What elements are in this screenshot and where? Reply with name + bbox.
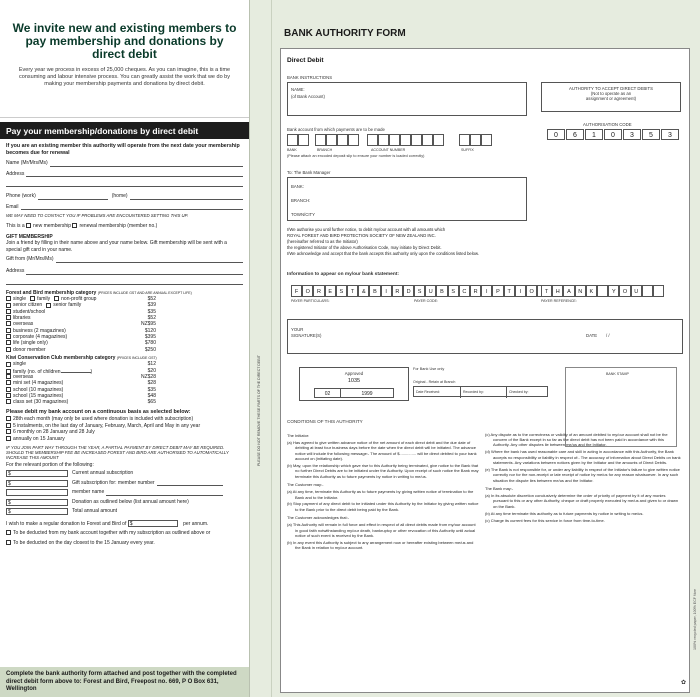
category-checkbox[interactable] bbox=[6, 334, 11, 339]
fb-category-item: business (2 magazines) $120 bbox=[6, 328, 156, 334]
statement-char-box[interactable]: B bbox=[369, 285, 380, 297]
recycled-note: 100% recycled paper, 100% ECF fibre bbox=[693, 589, 697, 650]
price: $120 bbox=[144, 327, 156, 334]
section-title: Direct Debit bbox=[287, 57, 324, 64]
bank-instructions-label: BANK INSTRUCTIONS bbox=[287, 75, 333, 80]
price: $20 bbox=[147, 367, 156, 374]
amount-input[interactable]: $ bbox=[6, 499, 68, 506]
condition-text: (e) The Bank is not responsible for, or under any liability in respect of the Initiator's failure to give written notice correctly nor for the non-receipt or late receipt of notice by me/us for any reason whatsoever. In any such situation the dispute lies between me/us and the Initiator. bbox=[485, 466, 680, 483]
auth-code-digit: 0 bbox=[604, 129, 622, 140]
deduct-option: To be deducted from my bank account together with my subscription as outlined above or bbox=[6, 530, 243, 537]
price: $28 bbox=[147, 380, 156, 387]
condition-text: (c) Any dispute as to the correctness or validity of an amount debited to my/our account shall not be the concern of the Bank except in so far as the direct debit has not been paid in accordance with this Authority. Any other disputes lie between me/us and the Initiator. bbox=[485, 431, 668, 448]
account-digit-box[interactable] bbox=[411, 134, 422, 146]
auth-code-digit: 6 bbox=[566, 129, 584, 140]
statement-char-box[interactable]: H bbox=[552, 285, 563, 297]
continuous-option: 5 instalments, on the last day of January, February, March, April and May in any year bbox=[6, 423, 243, 430]
deduct-options bbox=[6, 530, 243, 546]
amount-row: $ Donation as outlined below (list annual amount here) bbox=[8, 498, 189, 506]
renewal-checkbox[interactable] bbox=[72, 223, 77, 228]
auth-code-label: AUTHORISATION CODE bbox=[583, 122, 632, 127]
amount-input[interactable]: $ bbox=[6, 480, 68, 487]
fb-category-item: corporate (4 magazines) $395 bbox=[6, 334, 156, 340]
auth-code-digit: 5 bbox=[642, 129, 660, 140]
statement-char-box[interactable]: S bbox=[336, 285, 347, 297]
kcc-category-item: class set (30 magazines) $65 bbox=[6, 399, 156, 405]
amount-input[interactable]: $ bbox=[6, 508, 68, 515]
account-digit-box[interactable] bbox=[315, 134, 326, 146]
category-checkbox[interactable] bbox=[6, 303, 11, 308]
authority-box: AUTHORITY TO ACCEPT DIRECT DEBITS (Not to operate as an assignment or agreement) bbox=[541, 82, 681, 112]
date-label: DATE bbox=[586, 333, 598, 338]
account-digit-box[interactable] bbox=[298, 134, 309, 146]
statement-char-box[interactable] bbox=[642, 285, 653, 297]
category-checkbox[interactable] bbox=[6, 393, 11, 398]
price: $35 bbox=[147, 386, 156, 393]
statement-char-box[interactable]: I bbox=[381, 285, 392, 297]
direct-debit-card: Direct Debit BANK INSTRUCTIONS NAME: (of Bank Account) AUTHORITY TO ACCEPT DIRECT DEBITS (Not to operate as an assignment or agreement) AUTHORISATION CODE Bank account from which payments are to be made BANK BRANCH ACCOUNT NUMBER SUFFIX (Please attach an encoded deposit slip to ensure your number is loaded correctly) To: The Bank Manager BANK: BRANCH: TOWN/CITY I/We authorise you until further notice, to debit my/our account with all amounts which ROYAL FOREST AND BIRD PROTECTION SOCIETY OF NEW ZEALAND INC. (hereinafter referred to as the Initiator) the registered Initiator of the above Authorisation Code, may initiate by Direct Debit. I/We acknowledge and accept that the bank accepts this authority only upon the conditions listed below. Information to appear on my/our bank statement: PAYER PARTICULARS: PAYER CODE: PAYER REFERENCE: YOUR SIGNATURE(S) DATE / / Approved 1035 02 1999 For Bank Use only Original - Retain at Branch Date Received: Recorded by: Checked by: BANK STAMP CONDITIONS OF THIS AUTHORITY The Initiator: (a) Has agreed to give written advance notice of the net amount of each direct debit and the due date of debiting at least four business days before the date when the direct debit will be initiated. The advance notice will include the following message:- The amount of $............... will be direct debited to your bank account on (initiating date). (b) May, upon the relationship which gave rise to this Authority being terminated, give notice to the Bank that no further Direct Debits are to be initiated under the Authority. Upon receipt of such notice the Bank may terminate this Authority as to future payments by notice in writing to me/us. The Customer may:- (a) At any time, terminate this Authority as to future payments by giving written notice of termination to the Bank and to the Initiator. (b) Stop payment of any direct debit to be initiated under this Authority by the Initiator by giving written notice to the Bank prior to the direct debit being paid by the Bank. The Customer acknowledges that:- (a) This Authority will remain in full force and effect in respect of all direct debits made from my/our account in good faith notwithstanding my/our death, bankruptcy or other revocation of this Authority until actual notice of such event is received by the Bank. (b) In any event this Authority is subject to any arrangement now or hereafter existing between me/us and the Bank in relation to my/our account. (c) Any dispute as to the correctness or validity of an amount debited to my/our account shall not be the concern of the Bank except in so far as the direct debit has not been paid in accordance with this Authority. Any other disputes lie between me/us and the Initiator. (d) Where the bank has used reasonable care and skill in acting in accordance with this Authority, the Bank accepts no responsibility or liability in respect of:- The accuracy of information about Direct Debits on bank statements. Any variations between notices given by the Initiator and the amounts of Direct Debits. (e) The Bank is not responsible for, or under any liability in respect of the Initiator's failure to give written notice correctly nor for the non-receipt or late receipt of notice by me/us for any reason whatsoever. In any such situation the dispute lies between me/us and the Initiator. The Bank may:- (a) In its absolute discretion conclusively determine the order of priority of payment by it of any monies pursuant to this or any other Authority, cheque or draft properly executed by me/us and given to or drawn on the Bank. (b) At any time terminate this authority as to future payments by notice in writing to me/us. (c) Charge its current fees for this service in force from time-to-time. 100% recycled paper, 100% ECF fibre ✿ 0 6 1 0 3 5 3 F O R E S T & B I R D S U B S C R I P T I O T H A N K Y O U bbox=[280, 48, 690, 693]
fb-category-list bbox=[6, 296, 156, 353]
intro-text: Every year we process in excess of 25,000 cheques. As you can imagine, this is a time consuming and labour intensive process. You can greatly assist the work that we do by making your membership payments and donations by direct debit. bbox=[18, 67, 231, 87]
conditions-right bbox=[485, 430, 681, 523]
category-checkbox[interactable] bbox=[6, 309, 11, 314]
authorise-text: I/We authorise you until further notice, to debit my/our account with all amounts which ROYAL FOREST AND BIRD PROTECTION SOCIETY OF NEW ZEALAND INC. (hereinafter referred to as the Initiator) the registered Initiator of the above Authorisation Code, may initiate by Direct Debit. I/We acknowledge and accept that the bank accepts this authority only upon the conditions listed below. bbox=[287, 227, 479, 256]
partial-payment-warning: IF YOU JOIN PART WAY THROUGH THE YEAR, A PARTIAL PAYMENT BY DIRECT DEBIT MAY BE REQUIRED. SHOULD THE MEMBERSHIP FEE BE INCREASED FOREST AND BIRD ARE AUTHORISED TO AUTOMATICALLY INCREASE THIS AMOUNT bbox=[6, 445, 229, 461]
condition-text: (b) At any time terminate this authority as to future payments by notice in writing to me/us. bbox=[485, 510, 644, 516]
category-checkbox[interactable] bbox=[6, 296, 11, 301]
address-field[interactable]: Address bbox=[6, 171, 243, 178]
category-checkbox[interactable] bbox=[6, 340, 11, 345]
fb-category-heading: Forest and Bird membership category bbox=[6, 289, 97, 296]
bank-details-box[interactable]: BANK: BRANCH: TOWN/CITY bbox=[287, 177, 527, 221]
statement-char-box[interactable] bbox=[653, 285, 664, 297]
fb-category-item: libraries $52 bbox=[6, 315, 156, 321]
name-field[interactable]: Name (Mr/Mrs/Ms) bbox=[6, 160, 243, 167]
encoded-note: (Please attach an encoded deposit slip to ensure your number is loaded correctly) bbox=[287, 154, 425, 158]
membership-panel: We invite new and existing members to pay membership and donations by direct debit Every year we process in excess of 25,000 cheques. As you can imagine, this is a time consuming and labour intensive process. You can greatly assist the work that we do by making your membership payments and donations by direct debit. Pay your membership/donations by direct debit If you are an existing member this authority will operate from the next date your membership becomes due for renewal Name (Mr/Mrs/Ms) Address Phone (work) (home) Email WE MAY NEED TO CONTACT YOU IF PROBLEMS ARE ENCOUNTERED SETTING THIS UP. This is a new membership renewal membership (member no.) GIFT MEMBERSHIP Join a friend by filling in their name above and your name below. Gift membership will be sent with a special gift card in your name. Gift from (Mr/Mrs/Ms) Address Forest and Bird membership category (PRICES INCLUDE GST AND ARE ANNUAL EXCEPT LIFE) single family non-profit group $52 senior citizen senior family $39 student/school $35 libraries $52 overseas NZ$95 business (2 magazines) $120 corporate (4 magazines) $395 life (single only) $780 donor member $250 Kiwi Conservation Club membership category (PRICES INCLUDE GST) single $12 family (no. of children ) $20 overseas NZ$28 mini set (4 magazines) $28 school (10 magazines) $35 school (15 magazines) $48 class set (30 magazines) $65 Please debit my bank account on a continuous basis as selected below: 28th each month (may only be used where donation is included with subscription) 5 instalments, on the last day of January, February, March, April and May in any year 6 monthly on 28 January and 28 July annually on 15 January IF YOU JOIN PART WAY THROUGH THE YEAR, A PARTIAL PAYMENT BY DIRECT DEBIT MAY BE REQUIRED. SHOULD THE MEMBERSHIP FEE BE INCREASED FOREST AND BIRD ARE AUTHORISED TO AUTOMATICALLY INCREASE THIS AMOUNT For the relevant portion of the following: $ Current annual subscription $ Gift subscription for: member number member name $ Donation as outlined below (list annual amount here) $ Total annual amount I wish to make a regular donation to Forest and Bird of $ per annum. To be deducted from my bank account together with my subscription as outlined above or To be deducted on the day closest to the 15 January every year. Complete the bank authority form attached and post together with the completed direct debit form above to: Forest and Bird, Freepost no. 669, P O Box 631, Wellington bbox=[0, 0, 250, 697]
kcc-category-item: single $12 bbox=[6, 361, 156, 367]
price: $48 bbox=[147, 392, 156, 399]
kcc-category-item: school (10 magazines) $35 bbox=[6, 387, 156, 393]
statement-char-box[interactable] bbox=[597, 285, 608, 297]
auth-code-digit: 3 bbox=[623, 129, 641, 140]
fb-category-item: donor member $250 bbox=[6, 347, 156, 353]
account-digit-box[interactable] bbox=[389, 134, 400, 146]
statement-heading: Information to appear on my/our bank statement: bbox=[287, 272, 399, 277]
price: $52 bbox=[147, 296, 156, 303]
category-checkbox[interactable] bbox=[6, 387, 11, 392]
statement-char-box[interactable]: C bbox=[459, 285, 470, 297]
statement-char-box[interactable]: S bbox=[414, 285, 425, 297]
statement-char-box[interactable]: U bbox=[425, 285, 436, 297]
account-digit-box[interactable] bbox=[470, 134, 481, 146]
amount-row: member name bbox=[6, 488, 243, 498]
conditions-left bbox=[287, 430, 479, 551]
statement-char-box[interactable]: E bbox=[325, 285, 336, 297]
statement-char-box[interactable]: T bbox=[504, 285, 515, 297]
gift-text: Join a friend by filling in their name above and your name below. Gift membership will be sent with a special gift card in your name. bbox=[6, 240, 227, 253]
kcc-category-list bbox=[6, 361, 156, 405]
statement-char-box[interactable]: D bbox=[403, 285, 414, 297]
category-checkbox[interactable] bbox=[6, 380, 11, 385]
statement-char-box[interactable]: U bbox=[631, 285, 642, 297]
account-digit-box[interactable] bbox=[400, 134, 411, 146]
following-label: For the relevant portion of the following: bbox=[6, 462, 94, 469]
auth-code-digit: 3 bbox=[661, 129, 679, 140]
price: NZ$28 bbox=[140, 373, 156, 380]
category-checkbox[interactable] bbox=[6, 328, 11, 333]
option-checkbox[interactable] bbox=[6, 416, 11, 421]
statement-char-box[interactable]: A bbox=[563, 285, 574, 297]
price: $65 bbox=[147, 399, 156, 406]
date-value: / / bbox=[606, 333, 610, 338]
option-checkbox[interactable] bbox=[6, 429, 11, 434]
price: $250 bbox=[144, 346, 156, 353]
price: $35 bbox=[147, 308, 156, 315]
condition-text: (b) In any event this Authority is subject to any arrangement now or hereafter existing between me/us and the Bank in relation to my/our account. bbox=[287, 539, 474, 551]
section-banner: Pay your membership/donations by direct debit bbox=[0, 122, 249, 139]
continuous-option: annually on 15 January bbox=[6, 436, 243, 443]
condition-text: (a) Has agreed to give written advance notice of the net amount of each direct debit and the due date of debiting at least four business days before the date when the direct debit will be initiated. The advance notice will include the following message:- The amount of $............... will be direct debited to your bank account on (initiating date). bbox=[287, 439, 477, 462]
auth-code-digit: 1 bbox=[585, 129, 603, 140]
category-checkbox[interactable] bbox=[54, 296, 59, 301]
conditions-heading: CONDITIONS OF THIS AUTHORITY bbox=[287, 419, 363, 424]
account-digit-box[interactable] bbox=[433, 134, 444, 146]
condition-text: The Initiator: bbox=[287, 433, 310, 438]
price: $395 bbox=[144, 333, 156, 340]
fold-note: PLEASE DO NOT REMOVE THESE PARTS OF THE DIRECT DEBIT bbox=[257, 355, 261, 467]
condition-text: (a) This Authority will remain in full force and effect in respect of all direct debits made from my/our account in good faith notwithstanding my/our death, bankruptcy or other revocation of this Authority until actual notice of such event is received by the Bank. bbox=[287, 522, 476, 538]
hero bbox=[0, 0, 249, 118]
price: $12 bbox=[147, 361, 156, 368]
category-checkbox[interactable] bbox=[6, 321, 11, 326]
existing-member-notice: If you are an existing member this authority will operate from the next date your membership becomes due for renewal bbox=[6, 143, 240, 156]
amount-input[interactable]: $ bbox=[6, 470, 68, 477]
amount-row: $ Current annual subscription bbox=[8, 470, 134, 478]
statement-char-box[interactable]: O bbox=[302, 285, 313, 297]
statement-char-box[interactable]: T bbox=[541, 285, 552, 297]
statement-char-box[interactable]: N bbox=[575, 285, 586, 297]
account-digit-box[interactable] bbox=[459, 134, 470, 146]
fb-category-item: life (single only) $780 bbox=[6, 340, 156, 346]
phone-work-field[interactable]: Phone (work) bbox=[6, 193, 36, 200]
approved-code: 1035 bbox=[347, 378, 361, 384]
deduct-option: To be deducted on the day closest to the 15 January every year. bbox=[6, 540, 243, 547]
amount-row: $ Total annual amount bbox=[8, 508, 118, 516]
regular-donation-row: I wish to make a regular donation to Forest and Bird of $ per annum. bbox=[6, 520, 209, 527]
bank-authority-form bbox=[272, 0, 700, 697]
account-digit-box[interactable] bbox=[287, 134, 298, 146]
account-digit-box[interactable] bbox=[367, 134, 378, 146]
account-digit-box[interactable] bbox=[326, 134, 337, 146]
price: NZ$95 bbox=[140, 321, 156, 328]
condition-text: (b) May, upon the relationship which gave rise to this Authority being terminated, give notice to the Bank that no further Direct Debits are to be initiated under the Authority. Upon receipt of such notice the Bank may terminate this Authority as to future payments by notice in writing to me/us. bbox=[287, 463, 479, 479]
regular-donation-input[interactable]: $ bbox=[128, 520, 178, 527]
category-checkbox[interactable] bbox=[6, 315, 11, 320]
new-membership-checkbox[interactable] bbox=[26, 223, 31, 228]
email-field[interactable]: Email bbox=[6, 204, 243, 211]
condition-text: The Customer may:- bbox=[287, 482, 324, 488]
kcc-category-item: mini set (4 magazines) $28 bbox=[6, 380, 156, 386]
option-checkbox[interactable] bbox=[6, 436, 11, 441]
kcc-category-item: overseas NZ$28 bbox=[6, 374, 156, 380]
bank-stamp-box: BANK STAMP bbox=[565, 367, 677, 447]
auth-code-digit: 0 bbox=[547, 129, 565, 140]
statement-char-box[interactable]: I bbox=[515, 285, 526, 297]
statement-char-box[interactable]: Y bbox=[608, 285, 619, 297]
category-checkbox[interactable] bbox=[6, 347, 11, 352]
category-checkbox[interactable] bbox=[6, 399, 11, 404]
price: $39 bbox=[147, 302, 156, 309]
option-checkbox[interactable] bbox=[6, 423, 11, 428]
gift-from-field[interactable]: Gift from (Mr/Mrs/Ms) bbox=[6, 256, 243, 263]
statement-char-box[interactable]: S bbox=[448, 285, 459, 297]
condition-text: (a) At any time, terminate this Authority as to future payments by giving written notice of termination to the Bank and to the Initiator. bbox=[287, 489, 474, 500]
bank-use-box: Date Received: Recorded by: Checked by: bbox=[413, 386, 548, 397]
statement-char-box[interactable]: R bbox=[470, 285, 481, 297]
fb-category-item: single family non-profit group $52 bbox=[6, 296, 156, 302]
account-name-input[interactable]: NAME: (of Bank Account) bbox=[287, 82, 527, 116]
account-digit-box[interactable] bbox=[481, 134, 492, 146]
original-label: Original - Retain at Branch bbox=[413, 380, 456, 384]
amount-row: $ Gift subscription for: member number bbox=[6, 479, 243, 489]
price: $52 bbox=[147, 315, 156, 322]
gift-heading: GIFT MEMBERSHIP bbox=[6, 233, 53, 240]
continuous-heading: Please debit my bank account on a continuous basis as selected below: bbox=[6, 409, 191, 416]
statement-char-box[interactable]: B bbox=[436, 285, 447, 297]
statement-char-box[interactable]: R bbox=[313, 285, 324, 297]
headline: We invite new and existing members to pay membership and donations by direct debit bbox=[12, 21, 237, 61]
category-checkbox[interactable] bbox=[6, 374, 11, 379]
kcc-category-item: family (no. of children ) $20 bbox=[6, 368, 156, 374]
bank-use-label: For Bank Use only bbox=[413, 367, 445, 371]
account-digit-box[interactable] bbox=[378, 134, 389, 146]
contact-note: WE MAY NEED TO CONTACT YOU IF PROBLEMS ARE ENCOUNTERED SETTING THIS UP. bbox=[6, 213, 189, 219]
approved-box: Approved 1035 02 1999 bbox=[299, 367, 409, 401]
statement-char-box[interactable]: R bbox=[392, 285, 403, 297]
condition-text: The Bank may:- bbox=[485, 486, 514, 492]
condition-text: (d) Where the bank has used reasonable care and skill in acting in accordance with this Authority, the Bank accepts no responsibility or liability in respect of:- The accuracy of information about Direct Debits on bank statements. Any variations between notices given by the Initiator and the amounts of Direct Debits. bbox=[485, 449, 681, 466]
kcc-category-item: school (15 magazines) $48 bbox=[6, 393, 156, 399]
deduct-checkbox[interactable] bbox=[6, 540, 11, 545]
amount-input[interactable] bbox=[6, 489, 68, 496]
fb-category-item: student/school $35 bbox=[6, 309, 156, 315]
gift-address-field[interactable]: Address bbox=[6, 268, 243, 275]
continuous-option: 6 monthly on 28 January and 28 July bbox=[6, 429, 243, 436]
fb-category-item: overseas NZ$95 bbox=[6, 321, 156, 327]
to-bank-manager: To: The Bank Manager bbox=[287, 170, 331, 175]
statement-char-box[interactable]: T bbox=[347, 285, 358, 297]
statement-char-box[interactable]: I bbox=[481, 285, 492, 297]
condition-text: The Customer acknowledges that:- bbox=[287, 515, 350, 521]
statement-char-box[interactable]: O bbox=[619, 285, 630, 297]
account-digit-box[interactable] bbox=[422, 134, 433, 146]
condition-text: (c) Charge its current fees for this service in force from time-to-time. bbox=[485, 517, 605, 523]
form-title: BANK AUTHORITY FORM bbox=[284, 28, 406, 39]
condition-text: (a) In its absolute discretion conclusively determine the order of priority of payment by it of any monies pursuant to this or any other Authority, cheque or draft properly executed by me/us and given to or drawn on the Bank. bbox=[485, 493, 679, 509]
logo-icon: ✿ bbox=[681, 680, 687, 686]
signature-box[interactable]: YOUR SIGNATURE(S) DATE / / bbox=[287, 319, 683, 354]
fold-strip bbox=[250, 0, 272, 697]
continuous-option: 28th each month (may only be used where donation is included with subscription) bbox=[6, 416, 243, 423]
continuous-options bbox=[6, 416, 243, 442]
account-digit-box[interactable] bbox=[337, 134, 348, 146]
deduct-checkbox[interactable] bbox=[6, 530, 11, 535]
price: $780 bbox=[144, 340, 156, 347]
account-digit-box[interactable] bbox=[348, 134, 359, 146]
fb-category-item: senior citizen senior family $39 bbox=[6, 302, 156, 308]
postal-instructions: Complete the bank authority form attached and post together with the completed direct debit form above to: Forest and Bird, Freepost no. 669, P O Box 631, Wellington bbox=[0, 667, 250, 697]
category-checkbox[interactable] bbox=[30, 296, 35, 301]
kcc-category-heading: Kiwi Conservation Club membership category bbox=[6, 354, 116, 361]
account-label: Bank account from which payments are to be made bbox=[287, 127, 385, 132]
category-checkbox[interactable] bbox=[6, 362, 11, 367]
statement-char-box[interactable]: P bbox=[492, 285, 503, 297]
condition-text: (b) Stop payment of any direct debit to be initiated under this Authority by the Initiator by giving written notice to the Bank prior to the direct debit being paid by the Bank. bbox=[287, 501, 479, 512]
category-checkbox[interactable] bbox=[46, 303, 51, 308]
statement-char-box[interactable]: & bbox=[358, 285, 369, 297]
amount-list bbox=[6, 469, 243, 517]
statement-char-box[interactable]: O bbox=[526, 285, 537, 297]
phone-home-field[interactable]: (home) bbox=[111, 193, 128, 200]
statement-char-box[interactable]: F bbox=[291, 285, 302, 297]
statement-char-box[interactable]: K bbox=[586, 285, 597, 297]
